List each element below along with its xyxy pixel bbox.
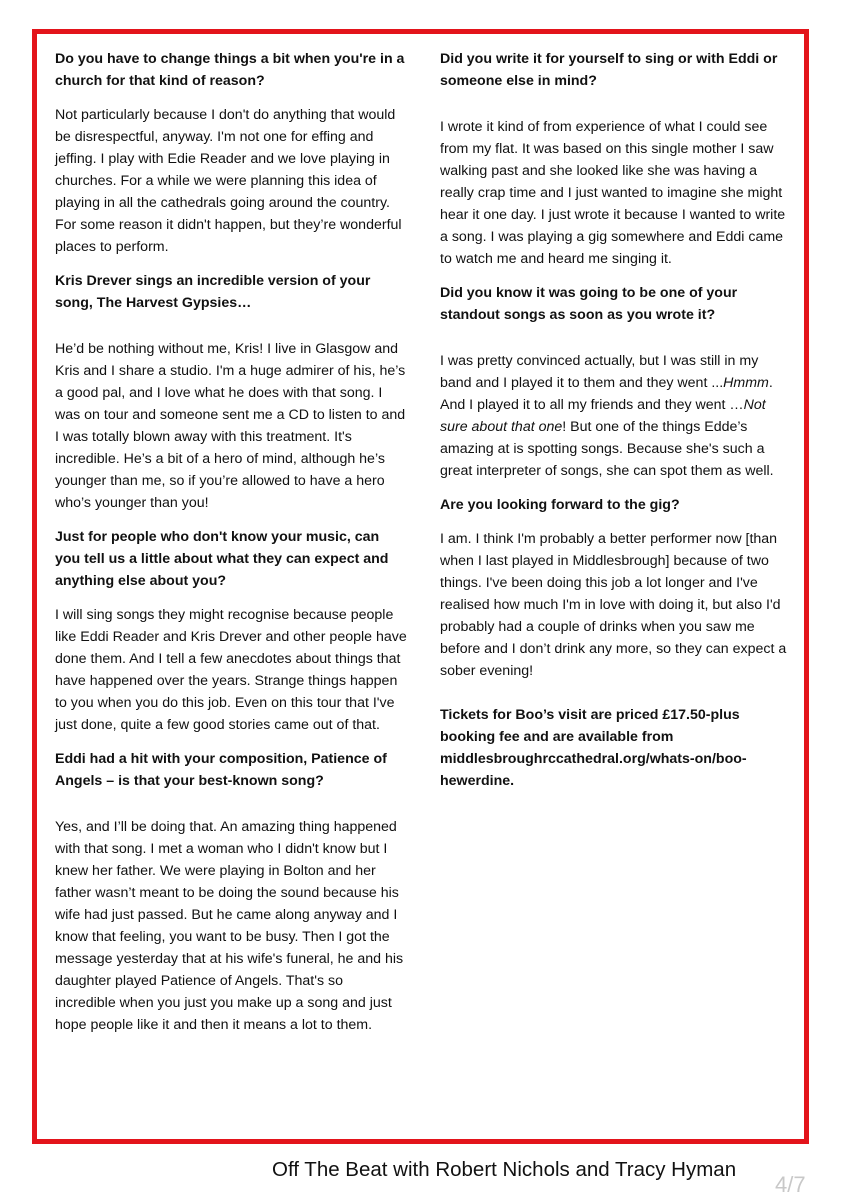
answer-standout-emphasis-1: Hmmm [723,375,769,391]
question-who-wrote-for: Did you write it for yourself to sing or with Eddi or someone else in mind? [440,51,778,89]
answer-standout-text-2: . And I played it to all my friends and they went … [440,375,773,413]
answer-what-to-expect: I will sing songs they might recognise because people like Eddi Reader and Kris Drever and other people have done them. And I tell a few anecdotes about things that have happened over the years. Strange things happen to you when you do this job. Even on this tour that I've just done, quite a few good stories came out of that. [55,607,407,733]
answer-church: Not particularly because I don't do anything that would be disrespectful, anyway. I'm not one for effing and jeffing. I play with Edie Reader and we love playing in churches. For a while we were planning this idea of playing in all the cathedrals going around the country. For some reason it didn't happen, but they’re wonderful places to perform. [55,107,402,255]
answer-standout-text-3: ! But one of the things Edde’s amazing at is spotting songs. Because she's such a great interpreter of songs, she can spot them as well. [440,419,774,479]
question-church: Do you have to change things a bit when you're in a church for that kind of reason? [55,51,405,89]
answer-standout-emphasis-2: Not sure about that one [440,397,766,435]
answer-standout-text-1: I was pretty convinced actually, but I was still in my band and I played it to them and they went ... [440,353,759,391]
answer-who-wrote-for: I wrote it kind of from experience of what I could see from my flat. It was based on this single mother I saw walking past and she looked like she was having a really crap time and I just wanted to imagine she might hear it one day. I just wrote it because I wanted to write a song. I was playing a gig somewhere and Eddi came to watch me and heard me singing it. [440,119,786,267]
question-standout-song: Did you know it was going to be one of your standout songs as soon as you wrote it? [440,285,738,323]
tickets-info: Tickets for Boo’s visit are priced £17.50-plus booking fee and are available from middlesbroughrccathedral.org/whats-on/boo-hewerdine. [440,707,747,789]
footer-title: Off The Beat with Robert Nichols and Tracy Hyman [272,1158,737,1181]
question-what-to-expect: Just for people who don't know your music, can you tell us a little about what they can expect and anything else about you? [55,529,389,589]
page-number: 4/7 [775,1172,806,1197]
answer-standout-song [440,350,792,482]
red-border-frame [32,29,809,1144]
left-column [55,48,407,1048]
question-patience-of-angels: Eddi had a hit with your composition, Patience of Angels – is that your best-known song? [55,751,387,789]
answer-patience-of-angels: Yes, and I’ll be doing that. An amazing thing happened with that song. I met a woman who I didn't know but I knew her father. We were playing in Bolton and her father wasn’t meant to be doing the sound because his wife had just passed. But he came along anyway and I know that feeling, you want to be busy. Then I got the message yesterday that at his wife's funeral, he and his daughter played Patience of Angels. That's so incredible when you just you make up a song and just hope people like it and then it means a lot to them. [55,819,404,1033]
right-column [440,48,792,804]
question-gig: Are you looking forward to the gig? [440,497,680,513]
answer-harvest-gypsies: He’d be nothing without me, Kris! I live in Glasgow and Kris and I share a studio. I'm a huge admirer of his, he’s a good pal, and I love what he does with that song. I was on tour and someone sent me a CD to listen to and I was totally blown away with this treatment. It's incredible. He’s a bit of a hero of mind, although he’s younger than me, so if you’re allowed to have a hero who’s younger than you! [55,341,406,511]
answer-gig: I am. I think I'm probably a better performer now [than when I last played in Middlesbrough] because of two things. I've been doing this job a lot longer and I've realised how much I'm in love with doing it, but also I'd probably had a couple of drinks when you saw me before and I don’t drink any more, so they can expect a sober evening! [440,531,787,679]
question-harvest-gypsies: Kris Drever sings an incredible version of your song, The Harvest Gypsies… [55,273,371,311]
